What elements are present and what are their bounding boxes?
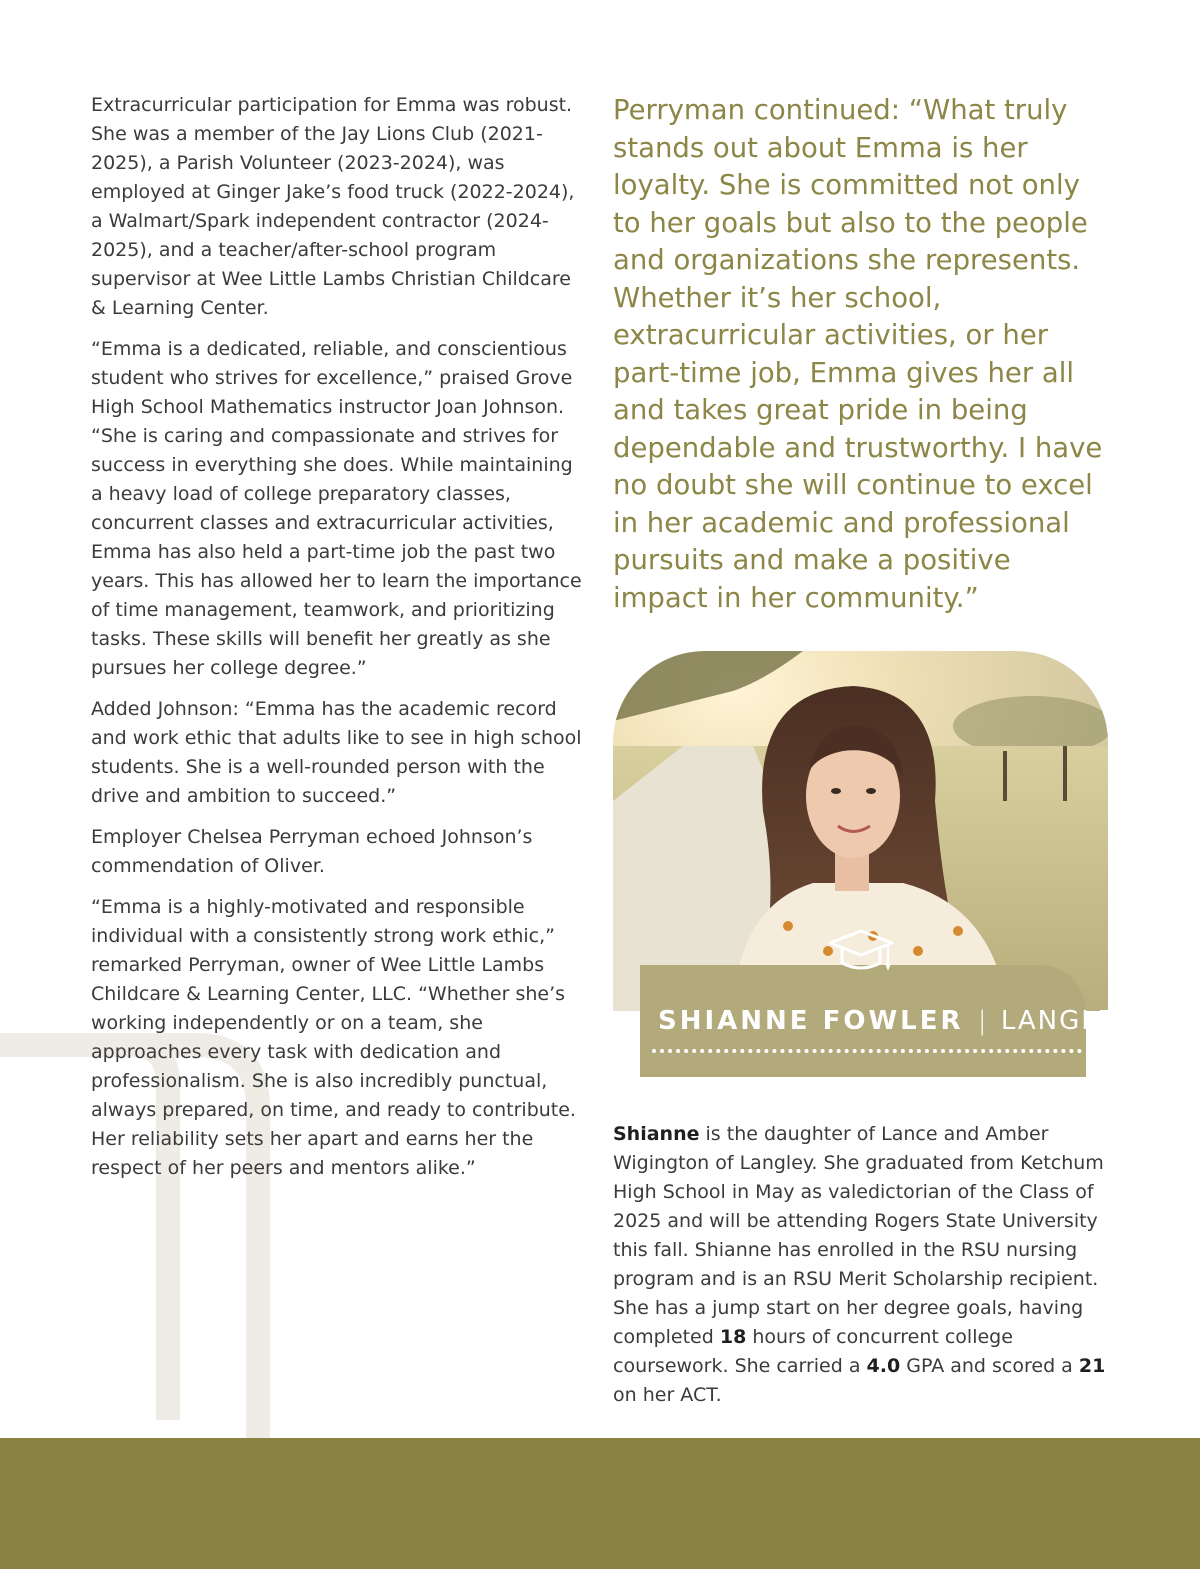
graduation-cap-icon [826, 925, 896, 979]
student-name-banner [640, 965, 1135, 1077]
student-bio [613, 1120, 1113, 1410]
bio-hours: 18 [719, 1326, 747, 1348]
bio-text-2: hours of concurrent college coursework. She carried a [613, 1326, 1013, 1377]
paragraph-extracurricular: Extracurricular participation for Emma was robust. She was a member of the Jay Lions Club (2021-2025), a Parish Volunteer (2023-2024), was employed at Ginger Jake’s food truck (2022-2024), a Walmart/Spark independent contractor (2024-2025), and a teacher/after-school program supervisor at Wee Little Lambs Christian Childcare & Learning Center. [91, 94, 575, 319]
bio-text-3: GPA and scored a [900, 1355, 1079, 1377]
paragraph-perryman-quote: “Emma is a highly-motivated and responsible individual with a consistently strong work ethic,” remarked Perryman, owner of Wee Little Lambs Childcare & Learning Center, LLC. “Whether she’s working independently or on a team, she approaches every task with dedication and professionalism. She is also incredibly punctual, always prepared, on time, and ready to contribute. Her reliability sets her apart and earns her the respect of her peers and mentors alike.” [91, 896, 576, 1179]
footer-band [0, 1438, 1200, 1569]
article-left-column [91, 91, 583, 1195]
name-separator: | [977, 1006, 987, 1036]
bio-text-4: on her ACT. [613, 1384, 722, 1406]
paragraph-added-johnson: Added Johnson: “Emma has the academic record and work ethic that adults like to see in high school students. She is a well-rounded person with the drive and ambition to succeed.” [91, 698, 582, 807]
paragraph-employer-intro: Employer Chelsea Perryman echoed Johnson’s commendation of Oliver. [91, 826, 533, 877]
pull-quote: Perryman continued: “What truly stands out about Emma is her loyalty. She is committed not only to her goals but also to the people and organizations she represents. Whether it’s her school, extracurricular activities, or her part-time job, Emma gives her all and takes great pride in being dependable and trustworthy. I have no doubt she will continue to excel in her academic and professional pursuits and make a positive impact in her community.” [613, 94, 1103, 614]
student-hometown: LANGLEY [1000, 1006, 1135, 1036]
bio-gpa: 4.0 [866, 1355, 901, 1377]
bio-first-name: Shianne [613, 1123, 700, 1145]
bio-text-1: is the daughter of Lance and Amber Wigington of Langley. She graduated from Ketchum High School in May as valedictorian of the Class of 2025 and will be attending Rogers State University this fall. Shianne has enrolled in the RSU nursing program and is an RSU Merit Scholarship recipient. She has a jump start on her degree goals, having completed [613, 1123, 1104, 1348]
student-name-line [658, 1005, 1134, 1037]
dotted-divider [652, 1049, 1082, 1053]
student-name: SHIANNE FOWLER [658, 1006, 964, 1036]
paragraph-johnson-quote: “Emma is a dedicated, reliable, and conscientious student who strives for excellence,” praised Grove High School Mathematics instructor Joan Johnson. “She is caring and compassionate and strives for success in everything she does. While maintaining a heavy load of college preparatory classes, concurrent classes and extracurricular activities, Emma has also held a part-time job the past two years. This has allowed her to learn the importance of time management, teamwork, and prioritizing tasks. These skills will benefit her greatly as she pursues her college degree.” [91, 338, 582, 679]
bio-act-score: 21 [1078, 1355, 1106, 1377]
